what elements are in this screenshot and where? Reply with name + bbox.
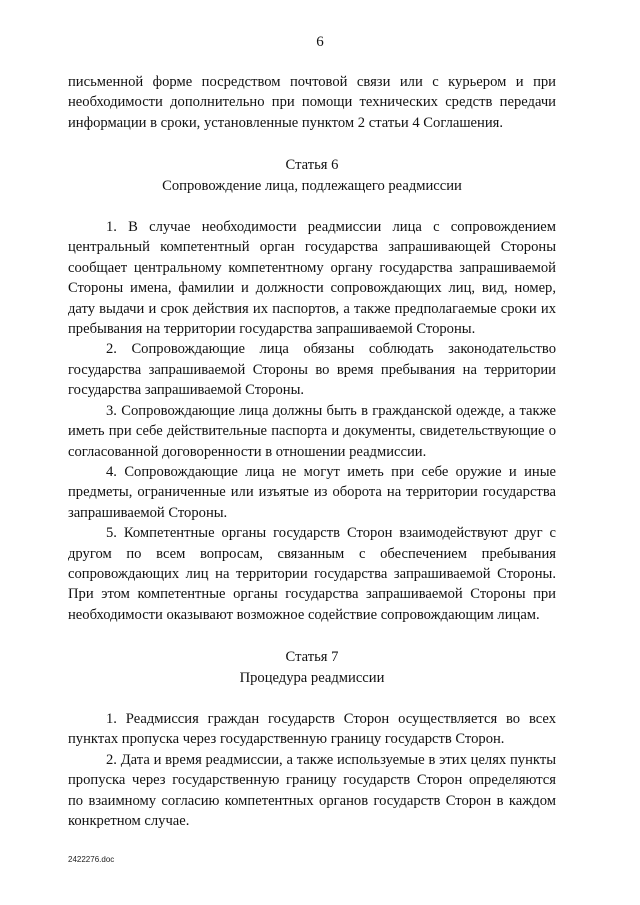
- article-6-paragraph-3: 3. Сопровождающие лица должны быть в гражданской одежде, а также иметь при себе действительные паспорта и документы, свидетельствующие о согласованной договоренности в отношении реадмиссии.: [68, 402, 556, 460]
- intro-paragraph: письменной форме посредством почтовой связи или с курьером и при необходимости дополнительно при помощи технических средств передачи информации в сроки, установленные пунктом 2 статьи 4 Соглашения.: [68, 74, 556, 131]
- article-7-body: [68, 709, 556, 831]
- article-7-number: Статья 7: [285, 649, 339, 666]
- article-7-paragraph-2: 2. Дата и время реадмиссии, а также используемые в этих целях пункты пропуска через государственную границу государств Сторон определяются по взаимному согласию компетентных органов государств Сторон в каждом конкретном случае.: [68, 751, 556, 829]
- article-6-paragraph-1: 1. В случае необходимости реадмиссии лица с сопровождением центральный компетентный орган государства запрашивающей Стороны сообщает центральному компетентному органу государства запрашиваемой Стороны имена, фамилии и должности сопровождающих лиц, вид, номер, дату выдачи и срок действия их паспортов, а также предполагаемые сроки их пребывания на территории государства запрашиваемой Стороны.: [68, 219, 556, 338]
- article-6-paragraph-2: 2. Сопровождающие лица обязаны соблюдать законодательство государства запрашиваемой Стороны во время пребывания на территории государства запрашиваемой Стороны.: [68, 341, 556, 399]
- article-7-paragraph-1: 1. Реадмиссия граждан государств Сторон осуществляется во всех пунктах пропуска через государственную границу государств Сторон.: [68, 710, 556, 748]
- article-6-number: Статья 6: [285, 157, 339, 174]
- document-body: [68, 72, 556, 831]
- article-6-paragraph-4: 4. Сопровождающие лица не могут иметь при себе оружие и иные предметы, ограниченные или изъятые из оборота на территории государства запрашиваемой Стороны.: [68, 463, 556, 521]
- article-6-paragraph-5: 5. Компетентные органы государств Сторон взаимодействуют друг с другом по всем вопросам, связанным с обеспечением пребывания сопровождающих лиц на территории государства запрашиваемой Стороны. При этом компетентные органы государства запрашиваемой Стороны при необходимости оказывают возможное содействие сопровождающим лицам.: [68, 525, 556, 623]
- footer-filename: 2422276.doc: [68, 855, 115, 864]
- article-6-body: [68, 217, 556, 625]
- page-number: 6: [316, 34, 324, 50]
- article-7-title: Процедура реадмиссии: [239, 669, 385, 686]
- article-6-title: Сопровождение лица, подлежащего реадмиссии: [162, 177, 462, 194]
